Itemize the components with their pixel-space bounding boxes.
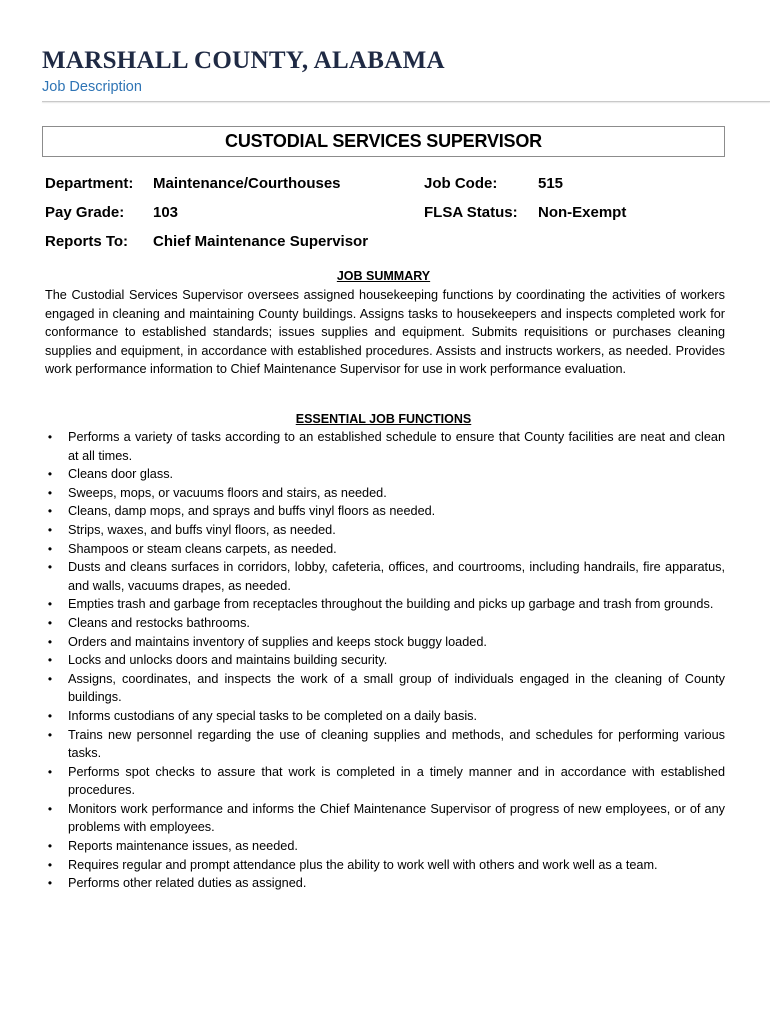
bullet-icon: • [47,430,53,444]
job-summary-heading: JOB SUMMARY [336,269,431,283]
list-item: • Monitors work performance and informs the Chief Maintenance Supervisor of progress of new employees, or of any problems with employees. [45,800,725,837]
list-item: • Performs a variety of tasks according to an established schedule to ensure that County facilities are neat and clean at all times. [45,428,725,465]
list-item: • Orders and maintains inventory of supplies and keeps stock buggy loaded. [45,633,725,652]
document-subtitle: Job Description [42,79,142,95]
bullet-icon: • [47,857,53,872]
department-value: Maintenance/Courthouses [153,175,341,192]
list-item: • Cleans, damp mops, and sprays and buffs vinyl floors as needed. [45,502,725,521]
bullet-icon: • [47,522,53,537]
bullet-icon: • [47,801,53,816]
reports-to-value: Chief Maintenance Supervisor [153,233,369,250]
flsa-status-value: Non-Exempt [538,204,627,221]
list-item: • Cleans door glass. [45,465,725,484]
job-code-value: 515 [538,175,564,192]
bullet-icon: • [47,634,53,649]
list-item: • Sweeps, mops, or vacuums floors and stairs, as needed. [45,484,725,503]
department-label: Department: [45,175,134,192]
job-title-box [42,126,725,157]
bullet-icon: • [47,876,53,891]
list-item: • Reports maintenance issues, as needed. [45,837,725,856]
list-item: • Locks and unlocks doors and maintains building security. [45,651,725,670]
county-title: MARSHALL COUNTY, ALABAMA [42,47,445,74]
bullet-icon: • [47,504,53,519]
flsa-status-label: FLSA Status: [424,204,518,221]
bullet-icon: • [47,764,53,779]
pay-grade-label: Pay Grade: [45,204,125,221]
bullet-icon: • [47,541,53,556]
list-item: • Performs spot checks to assure that work is completed in a timely manner and in accordance with established procedures. [45,763,725,800]
bullet-icon: • [47,597,53,612]
list-item: • Shampoos or steam cleans carpets, as needed. [45,540,725,559]
job-summary-text: The Custodial Services Supervisor oversees assigned housekeeping functions by coordinating the activities of workers engaged in cleaning and maintaining County buildings. Assigns tasks to housekeepers and inspects completed work for conformance to established standards; issues supplies and equipment. Submits requisitions or purchases cleaning supplies and equipment, in accordance with established procedures. Assists and instructs workers, as needed. Provides work performance information to Chief Maintenance Supervisor for use in work performance evaluation. [45,288,725,377]
bullet-icon: • [47,671,53,686]
list-item: • Assigns, coordinates, and inspects the work of a small group of individuals engaged in the cleaning of County buildings. [45,670,725,707]
list-item: • Cleans and restocks bathrooms. [45,614,725,633]
bullet-icon: • [47,839,53,854]
list-item: • Trains new personnel regarding the use of cleaning supplies and methods, and schedules for performing various tasks. [45,726,725,763]
header-divider [42,101,770,102]
list-item: • Empties trash and garbage from receptacles throughout the building and picks up garbage and trash from grounds. [45,595,725,614]
list-item: • Performs other related duties as assigned. [45,874,725,893]
bullet-icon: • [47,615,53,630]
job-title: CUSTODIAL SERVICES SUPERVISOR [225,131,542,151]
document-header [42,44,770,96]
bullet-icon: • [47,485,53,500]
bullet-icon: • [47,653,53,668]
essential-functions-heading: ESSENTIAL JOB FUNCTIONS [295,412,472,426]
pay-grade-value: 103 [153,204,179,221]
list-item: • Dusts and cleans surfaces in corridors, lobby, cafeteria, offices, and courtrooms, including handrails, fire apparatus, and walls, vacuums drapes, as needed. [45,558,725,595]
job-code-label: Job Code: [424,175,498,192]
bullet-icon: • [47,467,53,482]
list-item: • Requires regular and prompt attendance plus the ability to work well with others and work well as a team. [45,856,725,875]
essential-functions-list [45,428,725,893]
bullet-icon: • [47,708,53,723]
list-item: • Informs custodians of any special tasks to be completed on a daily basis. [45,707,725,726]
reports-to-label: Reports To: [45,233,129,250]
bullet-icon: • [47,727,53,742]
bullet-icon: • [47,560,53,575]
list-item: • Strips, waxes, and buffs vinyl floors, as needed. [45,521,725,540]
